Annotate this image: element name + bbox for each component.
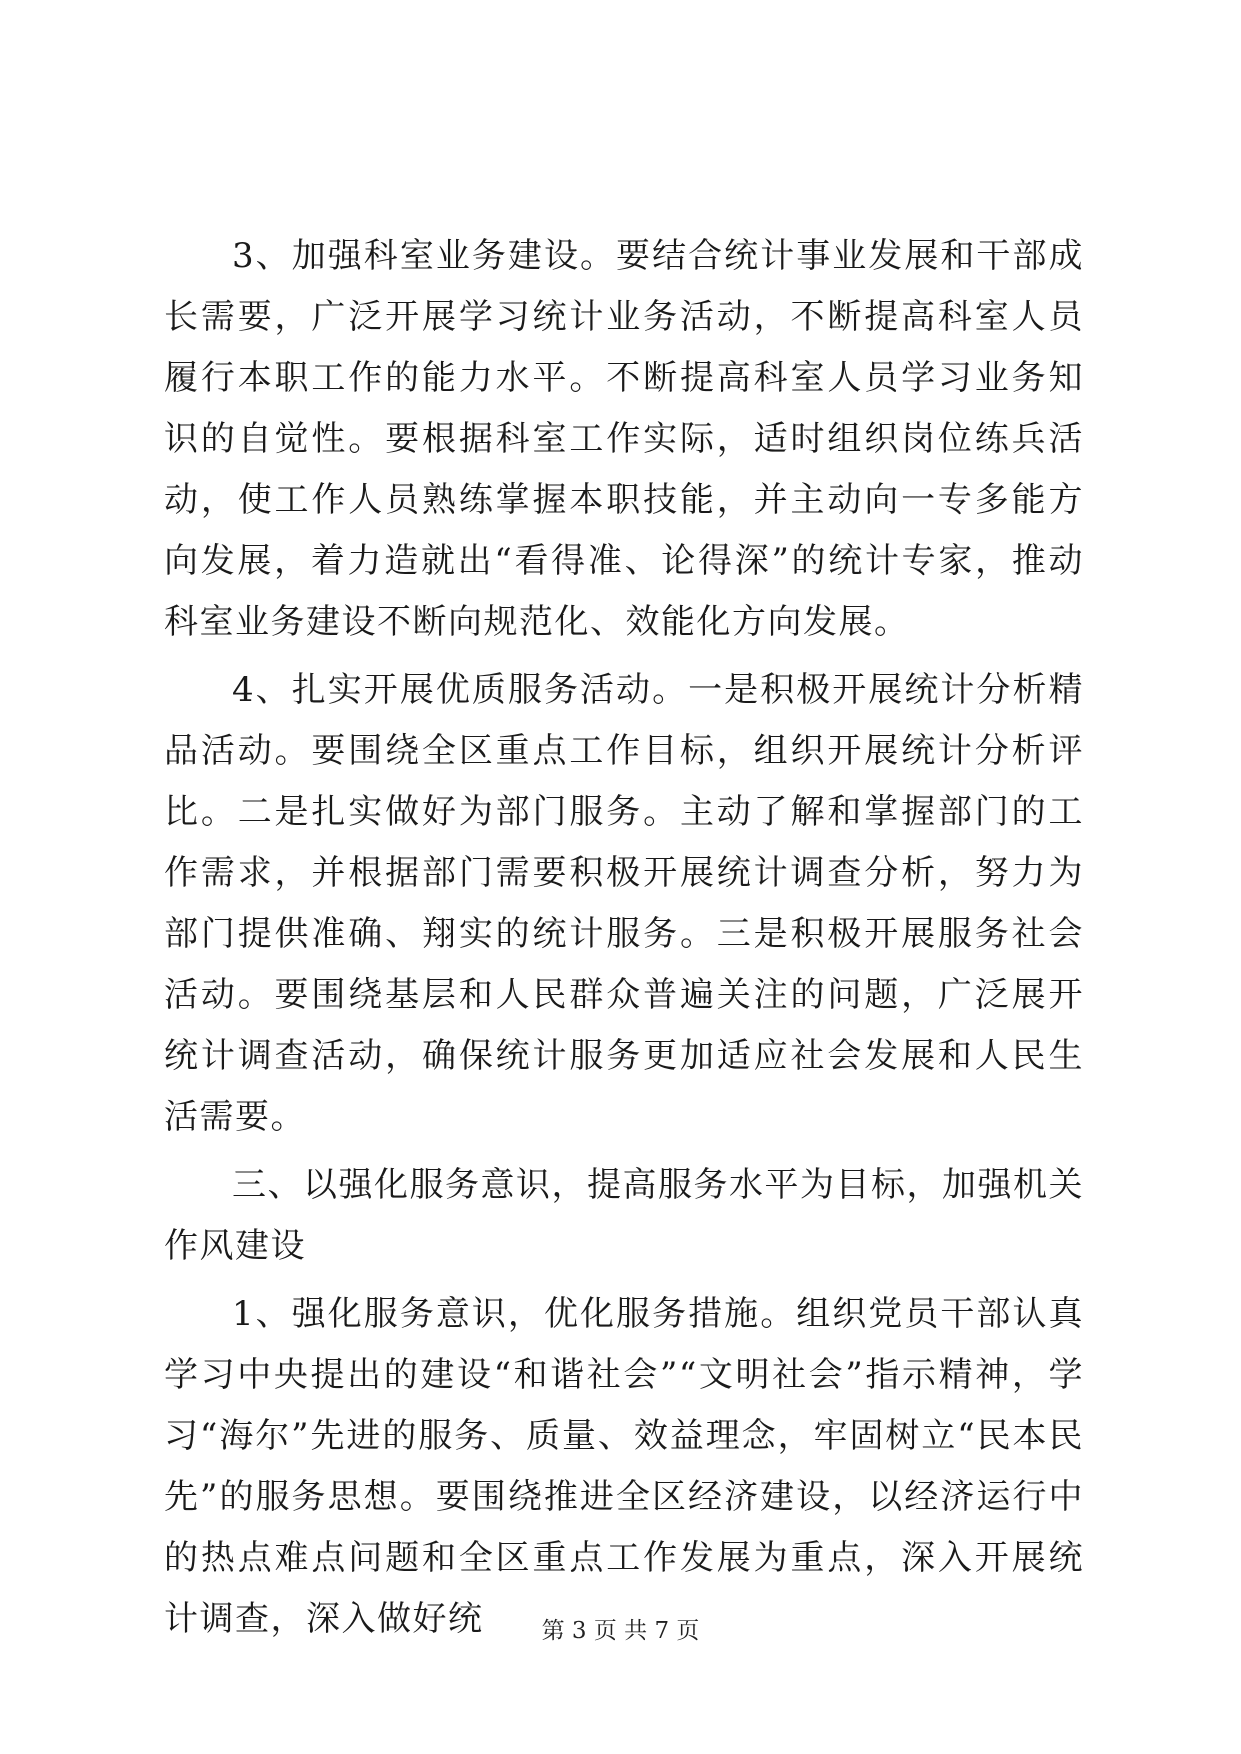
paragraph-2: 4、扎实开展优质服务活动。一是积极开展统计分析精品活动。要围绕全区重点工作目标，组织开展统计分析评比。二是扎实做好为部门服务。主动了解和掌握部门的工作需求，并根据部门需要积极开展统计调查分析，努力为部门提供准确、翔实的统计服务。三是积极开展服务社会活动。要围绕基层和人民群众普遍关注的问题，广泛展开统计调查活动，确保统计服务更加适应社会发展和人民生活需要。 — [164, 670, 1084, 1137]
paragraph-1: 3、加强科室业务建设。要结合统计事业发展和干部成长需要，广泛开展学习统计业务活动，不断提高科室人员履行本职工作的能力水平。不断提高科室人员学习业务知识的自觉性。要根据科室工作实际，适时组织岗位练兵活动，使工作人员熟练掌握本职技能，并主动向一专多能方向发展，着力造就出“看得准、论得深”的统计专家，推动科室业务建设不断向规范化、效能化方向发展。 — [164, 236, 1084, 642]
document-body — [164, 226, 1084, 1657]
section-heading-3: 三、以强化服务意识，提高服务水平为目标，加强机关作风建设 — [164, 1165, 1084, 1266]
page-footer: 第 3 页 共 7 页 — [541, 1618, 700, 1644]
paragraph-3: 1、强化服务意识，优化服务措施。组织党员干部认真学习中央提出的建设“和谐社会”“文明社会”指示精神，学习“海尔”先进的服务、质量、效益理念，牢固树立“民本民先”的服务思想。要围绕推进全区经济建设，以经济运行中的热点难点问题和全区重点工作发展为重点，深入开展统计调查，深入做好统 — [164, 1294, 1084, 1639]
